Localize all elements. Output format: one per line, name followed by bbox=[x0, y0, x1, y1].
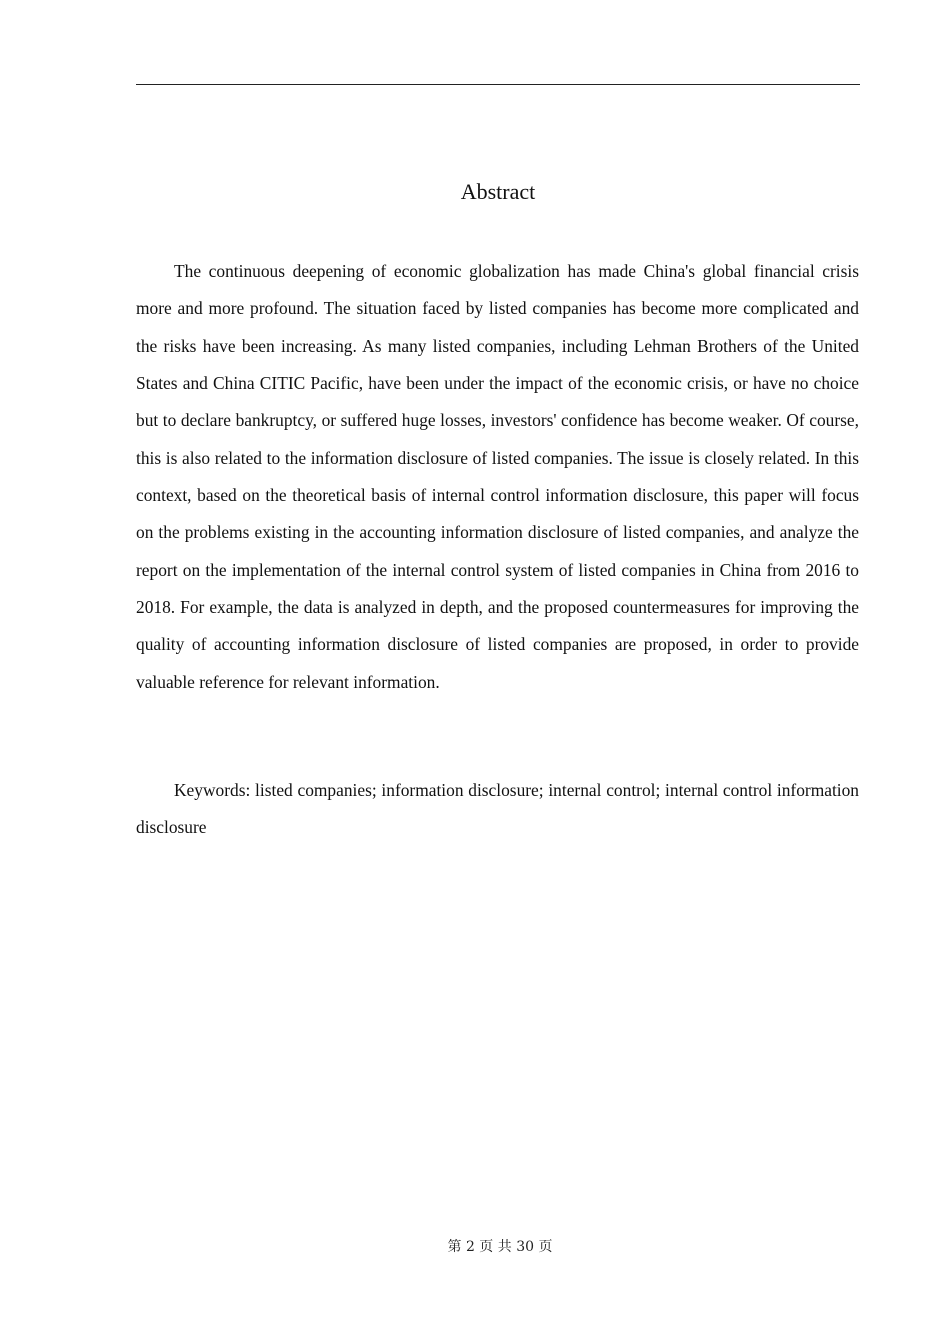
header-rule bbox=[136, 84, 860, 85]
page-title: Abstract bbox=[460, 179, 536, 204]
page-number: 第 2 页 共 30 页 bbox=[447, 1239, 553, 1255]
keywords-paragraph: Keywords: listed companies; information disclosure; internal control; internal control information disclosure bbox=[136, 780, 859, 838]
abstract-paragraph: The continuous deepening of economic globalization has made China's global financial crisis more and more profound. The situation faced by listed companies has become more complicated and the risks have been increasing. As many listed companies, including Lehman Brothers of the United States and China CITIC Pacific, have been under the impact of the economic crisis, or have no choice but to declare bankruptcy, or suffered huge losses, investors' confidence has become weaker. Of course, this is also related to the information disclosure of listed companies. The issue is closely related. In this context, based on the theoretical basis of internal control information disclosure, this paper will focus on the problems existing in the accounting information disclosure of listed companies, and analyze the report on the implementation of the internal control system of listed companies in China from 2016 to 2018. For example, the data is analyzed in depth, and the proposed countermeasures for improving the quality of accounting information disclosure of listed companies are proposed, in order to provide valuable reference for relevant information. bbox=[136, 261, 859, 692]
page-footer bbox=[0, 1237, 950, 1257]
